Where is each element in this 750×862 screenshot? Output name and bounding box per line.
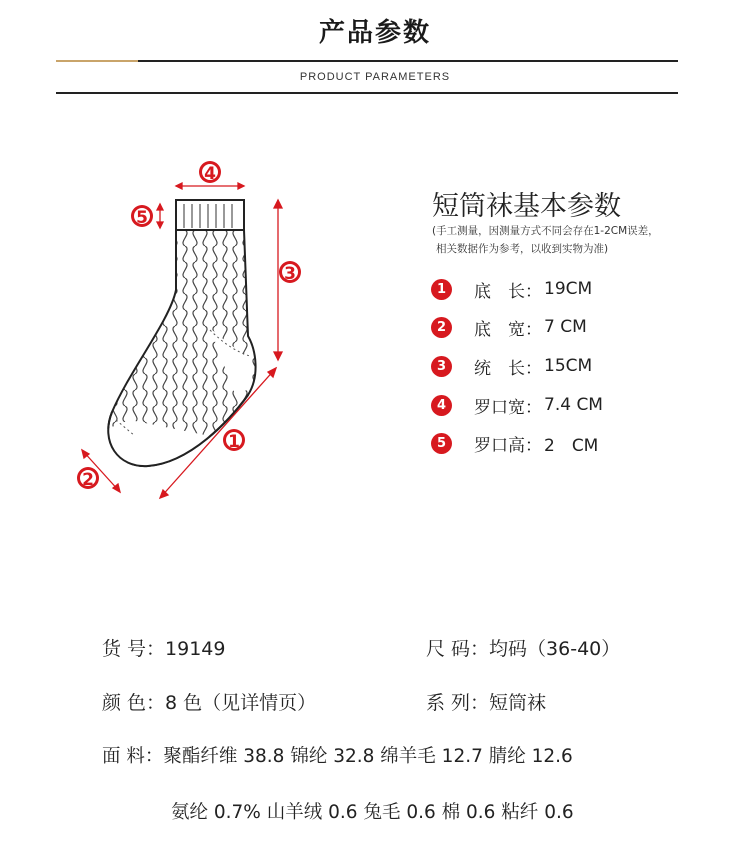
spec-label: 底 宽：	[474, 319, 542, 340]
title-accent-rule	[56, 60, 138, 62]
spec-value: 19CM	[544, 279, 593, 299]
spec-note: (手工测量，因测量方式不同会存在1-2CM误差，	[432, 225, 659, 237]
spec-label: 底 长：	[474, 281, 542, 302]
spec-value: 2 CM	[544, 435, 599, 456]
spec-label: 罗口高：	[474, 435, 542, 456]
spec-row-foot-width	[431, 315, 587, 339]
spec-label: 统 长：	[474, 358, 542, 379]
spec-heading: 短筒袜基本参数	[432, 191, 621, 222]
marker-3: 3	[284, 264, 296, 284]
spec-row-cuff-width	[431, 393, 603, 417]
number-badge: 4	[431, 395, 452, 416]
sock-shape	[104, 200, 256, 466]
number-badge: 2	[431, 317, 452, 338]
spec-value: 15CM	[544, 356, 593, 376]
material-info-cont: 氨纶 0.7% 山羊绒 0.6 兔毛 0.6 棉 0.6 粘纤 0.6	[171, 802, 574, 823]
page-title: 产品参数	[318, 18, 431, 48]
number-badge: 1	[431, 279, 452, 300]
marker-4: 4	[204, 164, 216, 184]
title-rule-top	[138, 60, 678, 62]
spec-value: 7 CM	[544, 317, 587, 337]
page-subtitle: PRODUCT PARAMETERS	[299, 71, 451, 83]
marker-5: 5	[136, 208, 148, 228]
marker-1: 1	[228, 432, 240, 452]
sock-diagram	[60, 150, 320, 510]
number-badge: 3	[431, 356, 452, 377]
spec-row-cuff-height	[431, 431, 598, 455]
spec-label: 罗口宽：	[474, 397, 542, 418]
color-info: 颜 色：8 色（见详情页）	[102, 692, 317, 714]
marker-2: 2	[82, 470, 94, 490]
spec-value: 7.4 CM	[544, 395, 603, 415]
spec-note: 相关数据作为参考，以收到实物为准)	[436, 243, 609, 255]
item-number: 货 号：19149	[102, 638, 226, 660]
series-info: 系 列：短筒袜	[426, 692, 547, 714]
material-info: 面 料：聚酯纤维 38.8 锦纶 32.8 绵羊毛 12.7 腈纶 12.6	[102, 746, 573, 767]
size-info: 尺 码：均码（36-40）	[426, 638, 621, 660]
spec-row-leg-length	[431, 354, 592, 378]
spec-row-foot-length	[431, 277, 592, 301]
title-rule-bottom	[56, 92, 678, 94]
number-badge: 5	[431, 433, 452, 454]
